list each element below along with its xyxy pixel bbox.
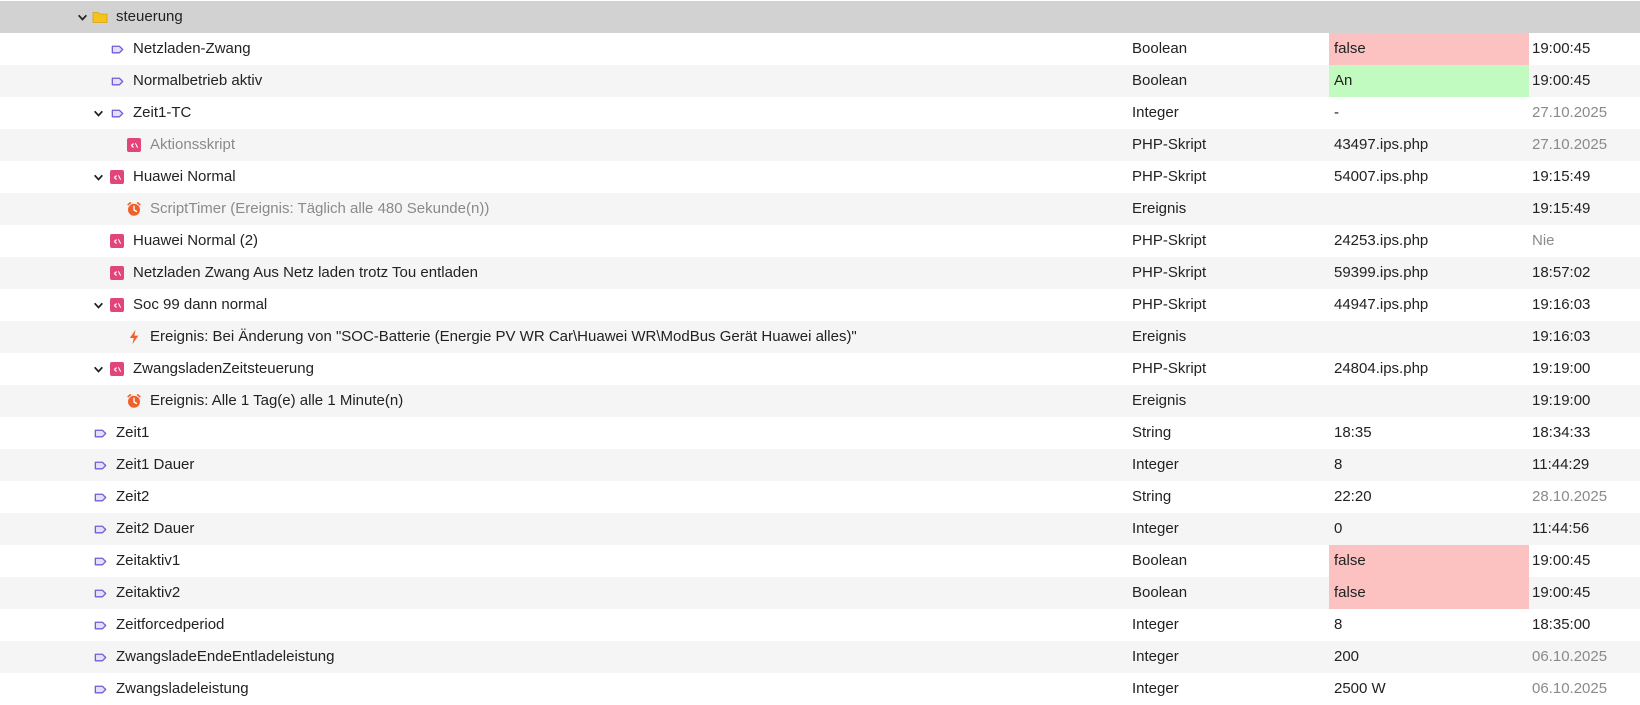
object-name: Zeitaktiv2 xyxy=(116,584,181,601)
value-cell: 43497.ips.php xyxy=(1334,136,1429,153)
tree-row[interactable] xyxy=(0,449,1640,481)
object-name: Zeit1 xyxy=(116,424,150,441)
value-cell: false xyxy=(1329,33,1529,65)
name-cell xyxy=(0,289,1130,321)
type-cell: Integer xyxy=(1132,616,1179,633)
tree-row[interactable] xyxy=(0,193,1640,225)
tree-row[interactable] xyxy=(0,545,1640,577)
lightning-trigger-icon xyxy=(126,329,142,345)
tree-row[interactable] xyxy=(0,65,1640,97)
value-cell: An xyxy=(1329,65,1529,97)
value-cell: - xyxy=(1334,104,1339,121)
value-cell: 22:20 xyxy=(1334,488,1372,505)
value-cell: 8 xyxy=(1334,456,1343,473)
name-cell xyxy=(0,577,1130,609)
value-cell xyxy=(1329,193,1529,225)
alarm-clock-icon xyxy=(126,393,142,409)
value-cell: 8 xyxy=(1334,616,1343,633)
type-cell: Integer xyxy=(1132,680,1179,697)
type-cell: PHP-Skript xyxy=(1132,168,1207,185)
type-cell: Boolean xyxy=(1132,72,1188,89)
name-cell xyxy=(0,545,1130,577)
value-cell: false xyxy=(1329,577,1529,609)
last-change-cell: 06.10.2025 xyxy=(1532,680,1608,697)
type-cell: String xyxy=(1132,424,1172,441)
variable-tag-icon xyxy=(92,489,108,505)
object-name: Zeit1-TC xyxy=(133,104,192,121)
variable-tag-icon xyxy=(92,585,108,601)
type-cell: String xyxy=(1132,488,1172,505)
name-cell xyxy=(0,417,1130,449)
php-script-icon xyxy=(126,137,142,153)
variable-tag-icon xyxy=(92,617,108,633)
last-change-cell: 18:35:00 xyxy=(1532,616,1591,633)
last-change-cell: 19:16:03 xyxy=(1532,328,1591,345)
type-cell: Integer xyxy=(1132,104,1179,121)
value-cell xyxy=(1329,385,1529,417)
tree-row[interactable] xyxy=(0,481,1640,513)
tree-row[interactable] xyxy=(0,417,1640,449)
tree-row[interactable] xyxy=(0,321,1640,353)
tree-row[interactable] xyxy=(0,353,1640,385)
last-change-cell: 19:00:45 xyxy=(1532,40,1591,57)
value-cell: 44947.ips.php xyxy=(1334,296,1429,313)
folder-icon xyxy=(92,9,108,25)
variable-tag-icon xyxy=(92,425,108,441)
name-cell xyxy=(0,449,1130,481)
last-change-cell: Nie xyxy=(1532,232,1555,249)
name-cell xyxy=(0,225,1130,257)
name-cell xyxy=(0,481,1130,513)
type-cell: Boolean xyxy=(1132,584,1188,601)
chevron-down-icon[interactable] xyxy=(92,97,104,129)
object-name: Zeit1 Dauer xyxy=(116,456,195,473)
type-cell: PHP-Skript xyxy=(1132,232,1207,249)
name-cell xyxy=(0,673,1130,705)
last-change-cell: 27.10.2025 xyxy=(1532,136,1608,153)
last-change-cell: 19:16:03 xyxy=(1532,296,1591,313)
tree-row[interactable] xyxy=(0,673,1640,705)
object-name: Soc 99 dann normal xyxy=(133,296,268,313)
value-cell: 24804.ips.php xyxy=(1334,360,1429,377)
last-change-cell: 28.10.2025 xyxy=(1532,488,1608,505)
variable-tag-icon xyxy=(92,521,108,537)
value-cell: 0 xyxy=(1334,520,1343,537)
object-name: Netzladen-Zwang xyxy=(133,40,251,57)
name-cell xyxy=(0,65,1130,97)
object-name: Aktionsskript xyxy=(150,136,236,153)
name-cell xyxy=(0,129,1130,161)
object-name: Normalbetrieb aktiv xyxy=(133,72,263,89)
tree-row[interactable] xyxy=(0,513,1640,545)
name-cell xyxy=(0,641,1130,673)
object-name: Ereignis: Bei Änderung von "SOC-Batterie (Energie PV WR Car\Huawei WR\ModBus Gerät Huawei alles)" xyxy=(150,328,857,345)
object-name: Zeitaktiv1 xyxy=(116,552,181,569)
value-cell: 59399.ips.php xyxy=(1334,264,1429,281)
tree-row[interactable] xyxy=(0,257,1640,289)
type-cell: PHP-Skript xyxy=(1132,136,1207,153)
tree-row[interactable] xyxy=(0,129,1640,161)
php-script-icon xyxy=(109,297,125,313)
type-cell: Boolean xyxy=(1132,552,1188,569)
variable-tag-icon xyxy=(109,105,125,121)
tree-row[interactable] xyxy=(0,641,1640,673)
type-cell: Ereignis xyxy=(1132,392,1187,409)
folder-label: steuerung xyxy=(116,8,183,25)
last-change-cell: 11:44:29 xyxy=(1532,456,1590,473)
chevron-down-icon[interactable] xyxy=(76,1,88,33)
folder-row-steuerung[interactable] xyxy=(0,1,1640,33)
last-change-cell: 18:34:33 xyxy=(1532,424,1591,441)
value-cell: 24253.ips.php xyxy=(1334,232,1429,249)
last-change-cell: 19:19:00 xyxy=(1532,360,1591,377)
name-cell xyxy=(0,33,1130,65)
value-cell: 54007.ips.php xyxy=(1334,168,1429,185)
chevron-down-icon[interactable] xyxy=(92,353,104,385)
last-change-cell: 19:19:00 xyxy=(1532,392,1591,409)
last-change-cell: 27.10.2025 xyxy=(1532,104,1608,121)
type-cell: Ereignis xyxy=(1132,200,1187,217)
value-cell: 18:35 xyxy=(1334,424,1372,441)
variable-tag-icon xyxy=(92,649,108,665)
variable-tag-icon xyxy=(92,457,108,473)
last-change-cell: 19:00:45 xyxy=(1532,584,1591,601)
type-cell: Boolean xyxy=(1132,40,1188,57)
object-name: Ereignis: Alle 1 Tag(e) alle 1 Minute(n) xyxy=(150,392,404,409)
tree-row[interactable] xyxy=(0,97,1640,129)
variable-tag-icon xyxy=(92,681,108,697)
name-cell xyxy=(0,513,1130,545)
name-cell xyxy=(0,609,1130,641)
php-script-icon xyxy=(109,169,125,185)
php-script-icon xyxy=(109,361,125,377)
value-cell: 200 xyxy=(1334,648,1360,665)
type-cell: PHP-Skript xyxy=(1132,360,1207,377)
value-cell: 2500 W xyxy=(1334,680,1386,697)
last-change-cell: 11:44:56 xyxy=(1532,520,1590,537)
last-change-cell: 19:00:45 xyxy=(1532,72,1591,89)
object-name: ZwangsladeEndeEntladeleistung xyxy=(116,648,335,665)
variable-tag-icon xyxy=(109,41,125,57)
type-cell: Integer xyxy=(1132,520,1179,537)
php-script-icon xyxy=(109,265,125,281)
type-cell: PHP-Skript xyxy=(1132,264,1207,281)
name-cell xyxy=(0,193,1130,225)
name-cell xyxy=(0,97,1130,129)
object-name: Netzladen Zwang Aus Netz laden trotz Tou entladen xyxy=(133,264,478,281)
object-name: Huawei Normal (2) xyxy=(133,232,259,249)
object-name: ZwangsladenZeitsteuerung xyxy=(133,360,314,377)
tree-row[interactable] xyxy=(0,161,1640,193)
value-cell: false xyxy=(1329,545,1529,577)
last-change-cell: 19:15:49 xyxy=(1532,168,1591,185)
variable-tag-icon xyxy=(92,553,108,569)
object-name: Huawei Normal xyxy=(133,168,236,185)
tree-row[interactable] xyxy=(0,385,1640,417)
type-cell: Integer xyxy=(1132,456,1179,473)
object-name: Zeit2 Dauer xyxy=(116,520,195,537)
last-change-cell: 19:15:49 xyxy=(1532,200,1591,217)
alarm-clock-icon xyxy=(126,201,142,217)
tree-row[interactable] xyxy=(0,289,1640,321)
object-name: Zwangsladeleistung xyxy=(116,680,249,697)
name-cell xyxy=(0,385,1130,417)
last-change-cell: 06.10.2025 xyxy=(1532,648,1608,665)
name-cell xyxy=(0,321,1130,353)
tree-row[interactable] xyxy=(0,609,1640,641)
object-name: Zeit2 xyxy=(116,488,150,505)
name-cell xyxy=(0,161,1130,193)
tree-row[interactable] xyxy=(0,577,1640,609)
type-cell: Ereignis xyxy=(1132,328,1187,345)
type-cell: PHP-Skript xyxy=(1132,296,1207,313)
value-cell xyxy=(1329,321,1529,353)
tree-row[interactable] xyxy=(0,33,1640,65)
chevron-down-icon[interactable] xyxy=(92,161,104,193)
object-name: Zeitforcedperiod xyxy=(116,616,225,633)
last-change-cell: 18:57:02 xyxy=(1532,264,1591,281)
last-change-cell: 19:00:45 xyxy=(1532,552,1591,569)
name-cell xyxy=(0,353,1130,385)
type-cell: Integer xyxy=(1132,648,1179,665)
object-name: ScriptTimer (Ereignis: Täglich alle 480 Sekunde(n)) xyxy=(150,200,490,217)
tree-row[interactable] xyxy=(0,225,1640,257)
variable-tag-icon xyxy=(109,73,125,89)
name-cell xyxy=(0,257,1130,289)
chevron-down-icon[interactable] xyxy=(92,289,104,321)
php-script-icon xyxy=(109,233,125,249)
